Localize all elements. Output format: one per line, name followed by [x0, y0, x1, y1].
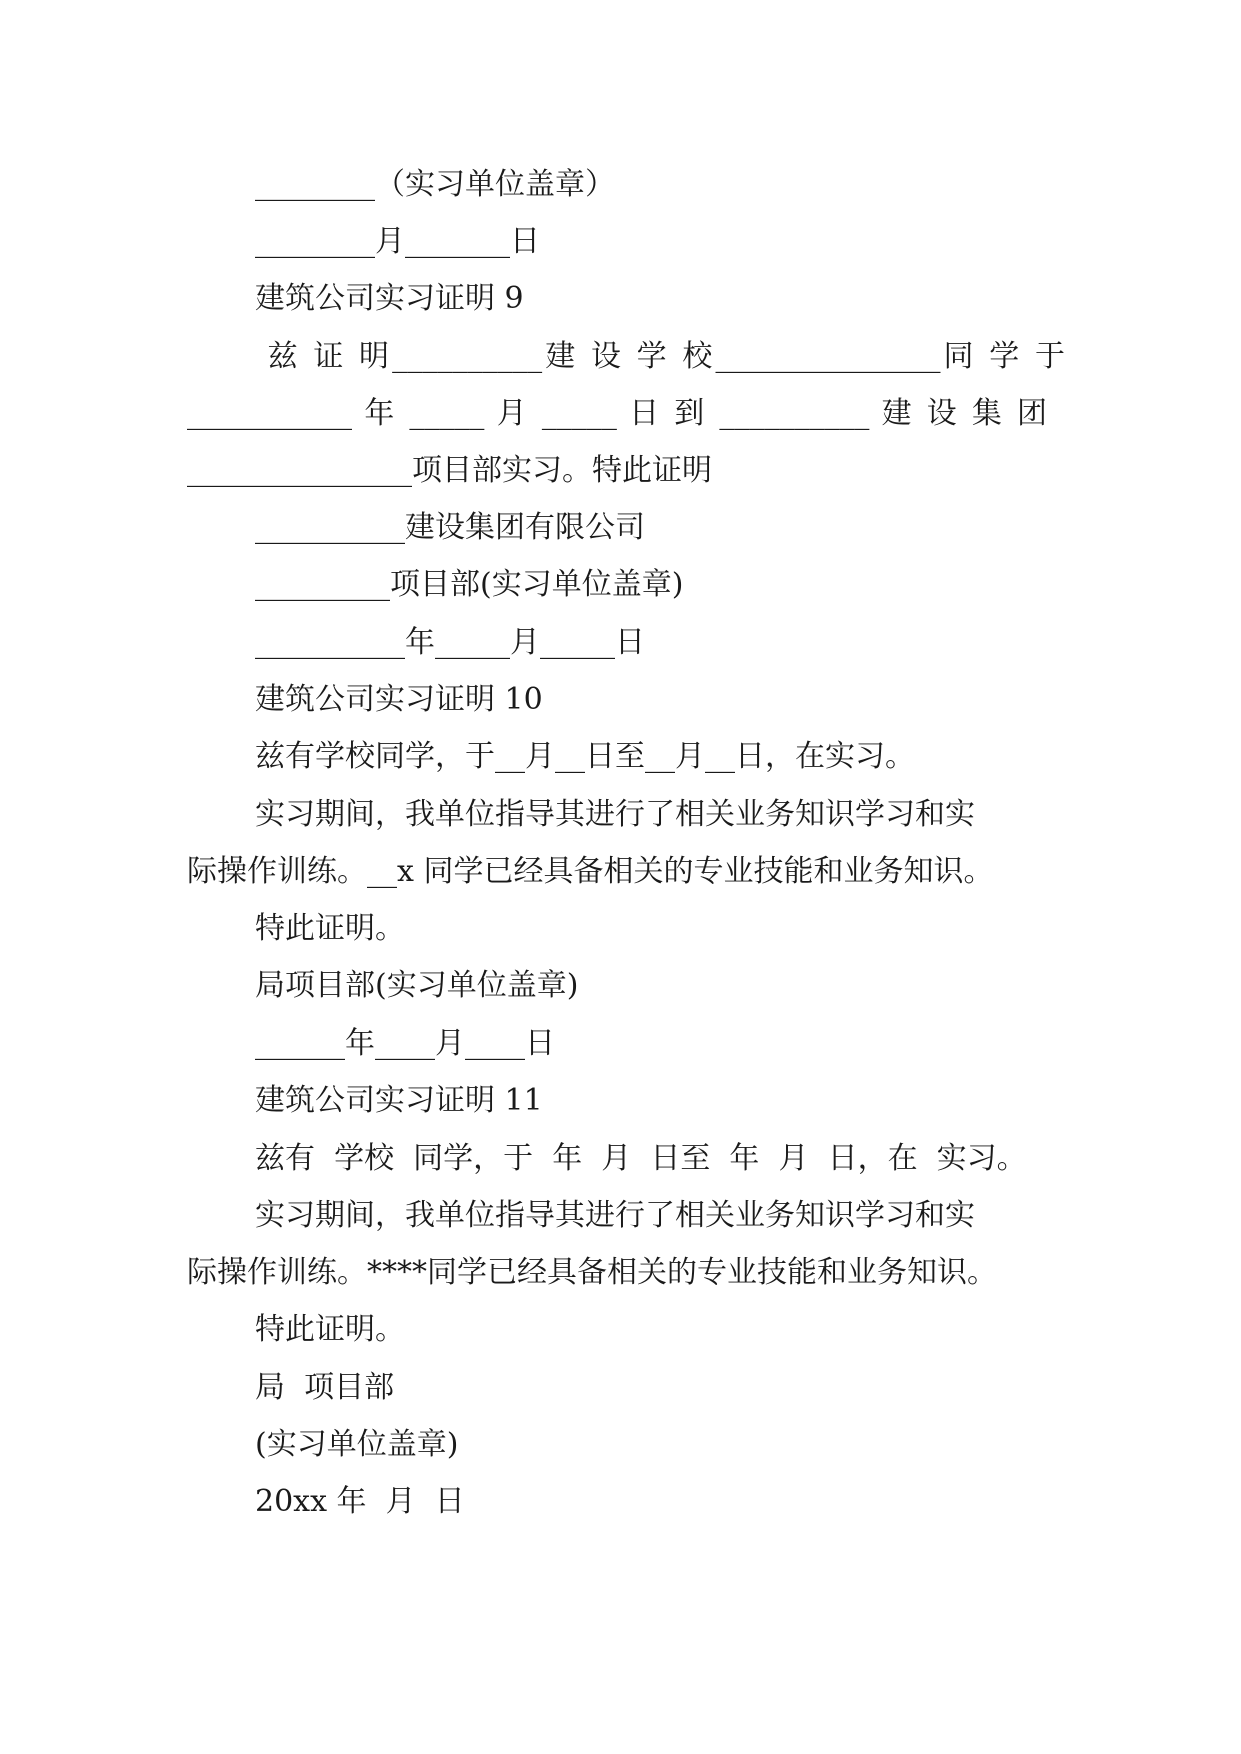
company-line: __________建设集团有限公司 [255, 510, 645, 545]
date-line-2: __________年_____月_____日 [255, 625, 645, 660]
body-line: 兹 证 明__________建 设 学 校_______________同 学 于 [255, 339, 1065, 374]
date-line-1: ________月_______日 [255, 224, 540, 259]
body-line: 实习期间，我单位指导其进行了相关业务知识学习和实 [255, 797, 975, 832]
body-line: 兹有学校同学，于__月__日至__月__日，在实习。 [255, 739, 915, 774]
body-line: 兹有 学校 同学，于 年 月 日至 年 月 日，在 实习。 [255, 1141, 1027, 1176]
stamp-line-1: ________（实习单位盖章） [255, 167, 615, 202]
body-line: ___________ 年 _____ 月 _____ 日 到 __________ 建 设 集 团 [187, 396, 1047, 431]
body-line: 际操作训练。****同学已经具备相关的专业技能和业务知识。 [187, 1255, 997, 1290]
date-line-3: ______年____月____日 [255, 1026, 555, 1061]
certify-line: 特此证明。 [255, 1312, 405, 1347]
body-line: 实习期间，我单位指导其进行了相关业务知识学习和实 [255, 1198, 975, 1233]
stamp-line-4: (实习单位盖章) [255, 1427, 459, 1462]
section-heading-11: 建筑公司实习证明 11 [255, 1083, 543, 1118]
department-line: 局 项目部 [255, 1370, 395, 1405]
section-heading-10: 建筑公司实习证明 10 [255, 682, 543, 717]
body-line: _______________项目部实习。特此证明 [187, 453, 712, 488]
stamp-line-2: _________项目部(实习单位盖章) [255, 567, 684, 602]
body-line: 际操作训练。__x 同学已经具备相关的专业技能和业务知识。 [187, 854, 994, 889]
certify-line: 特此证明。 [255, 911, 405, 946]
section-heading-9: 建筑公司实习证明 9 [255, 281, 524, 316]
date-line-4: 20xx 年 月 日 [255, 1484, 465, 1519]
stamp-line-3: 局项目部(实习单位盖章) [255, 968, 579, 1003]
